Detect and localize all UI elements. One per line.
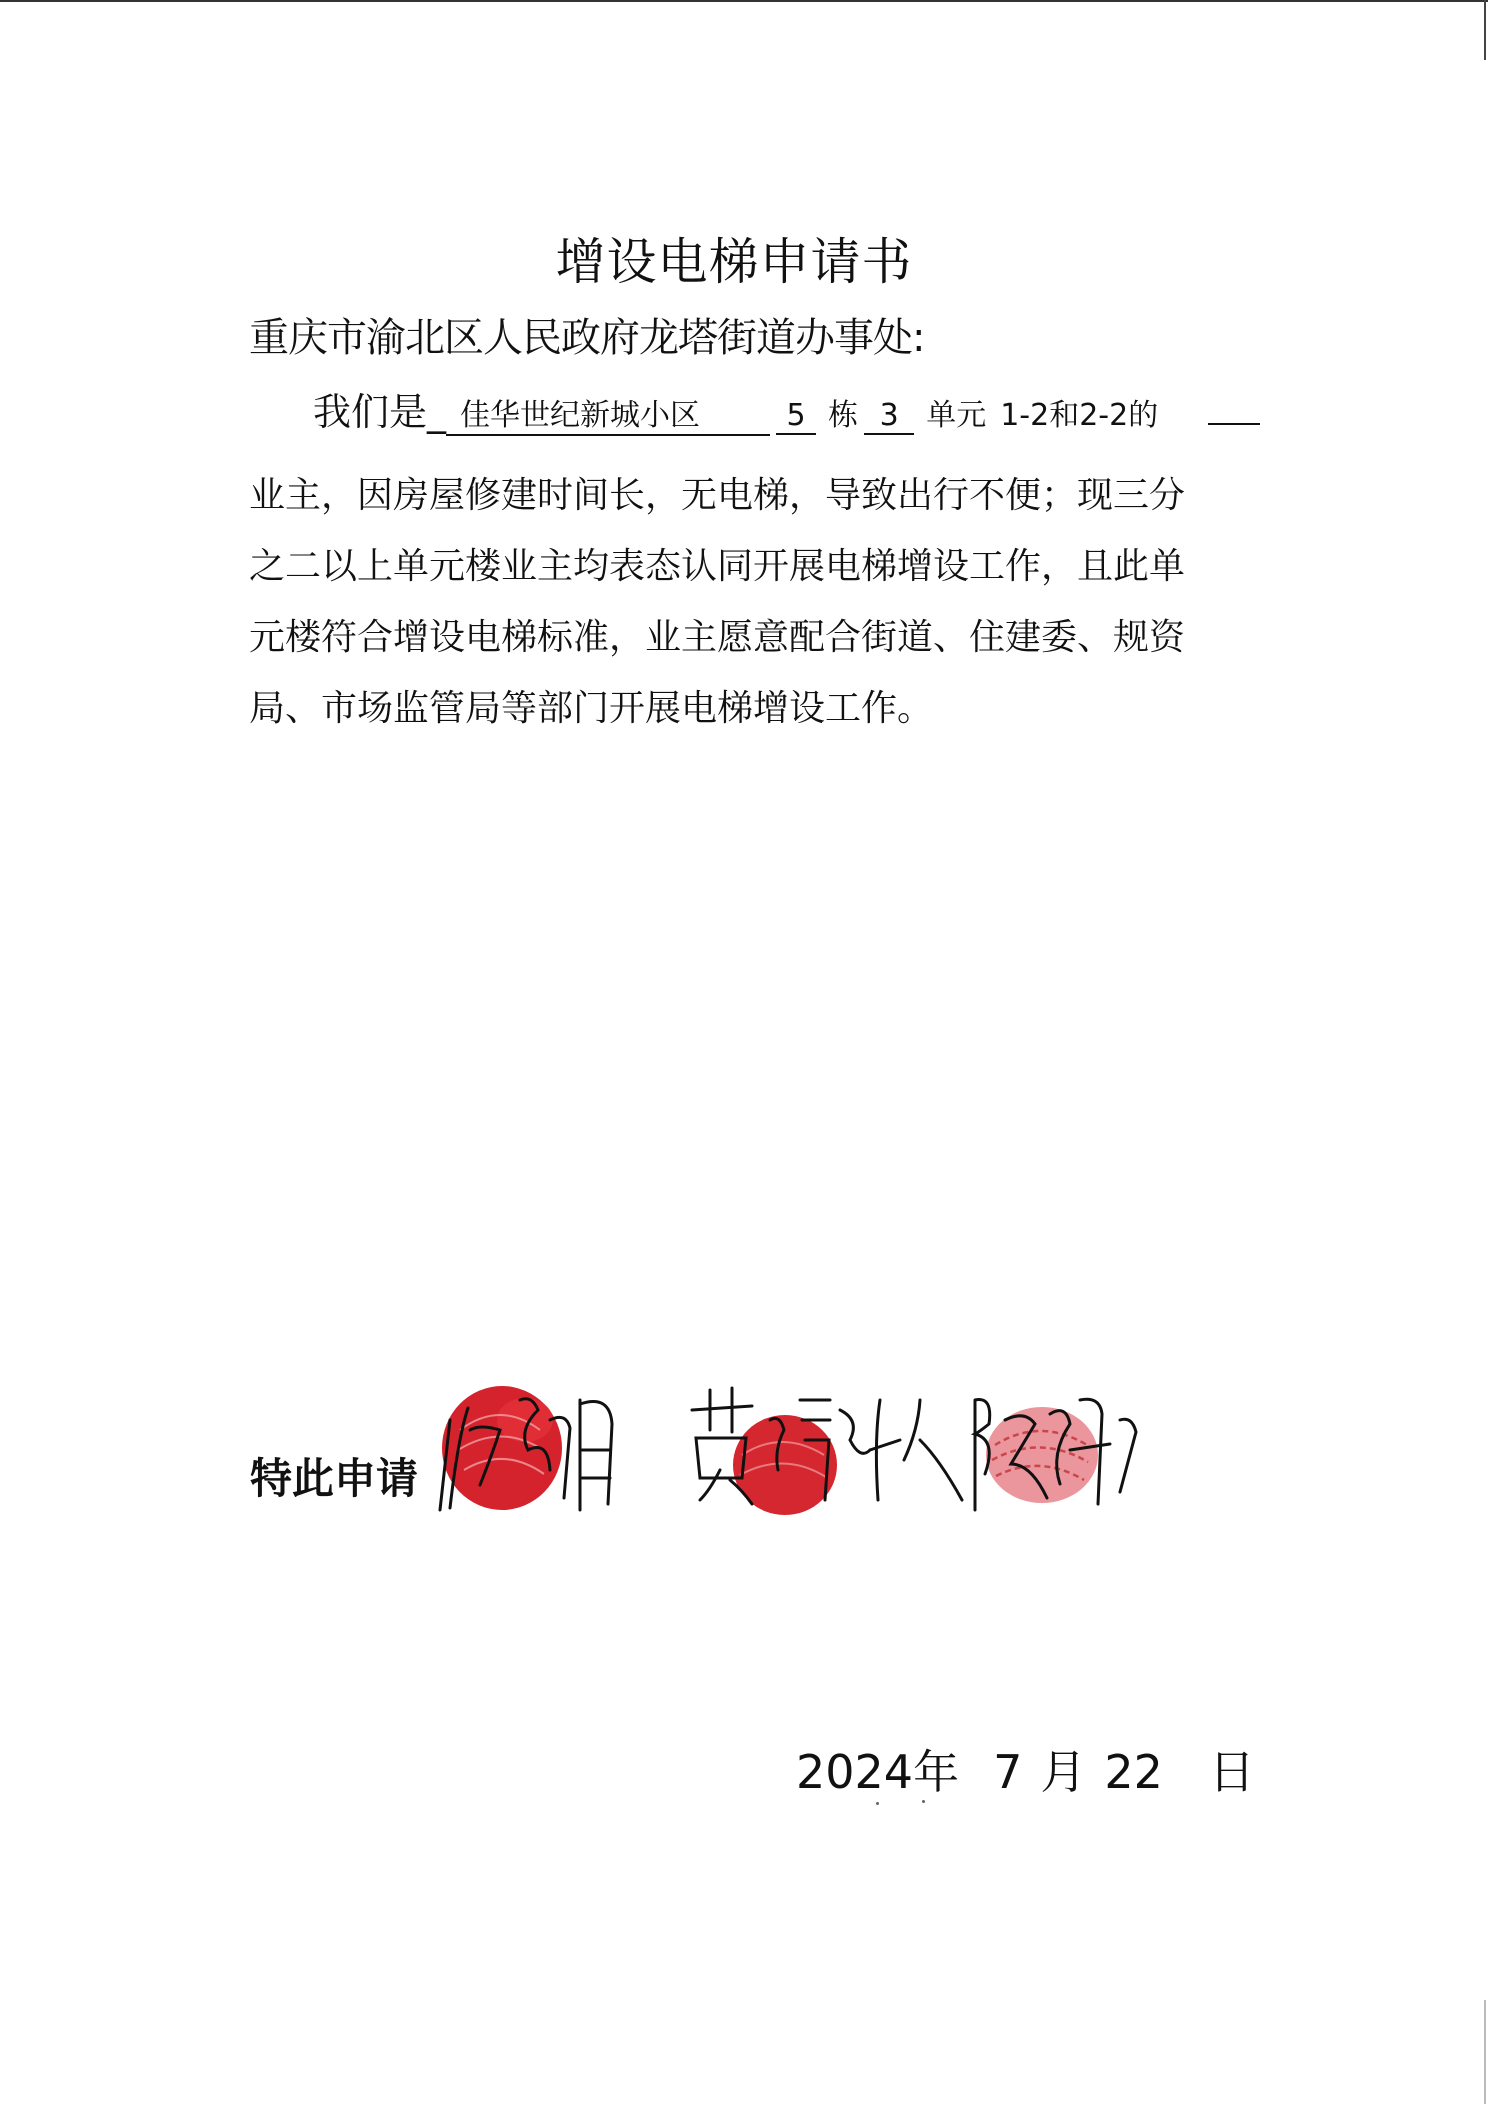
blank-underline [1208, 393, 1260, 425]
date-line [796, 1736, 1255, 1802]
document-title: 增设电梯申请书 [555, 233, 913, 291]
date-day-word: 日 [1208, 1745, 1255, 1799]
scan-border-right-lower [1484, 2000, 1486, 2104]
date-year: 2024 [796, 1745, 914, 1799]
building-word: 栋 [828, 398, 859, 433]
scan-speck [922, 1800, 925, 1803]
date-day: 22 [1104, 1745, 1163, 1799]
room-numbers: 1-2和2-2的 [1000, 398, 1159, 433]
unit-number: 3 [864, 398, 914, 435]
date-month-word: 月 [1040, 1745, 1087, 1799]
building-number: 5 [776, 398, 816, 435]
body-paragraph: 业主，因房屋修建时间长，无电梯，导致出行不便；现三分 之二以上单元楼业主均表态认同开展电梯增设工作，且此单 元楼符合增设电梯标准，业主愿意配合街道、住建委、规资 局、市场监管局等部门开展电梯增设工作。 [249, 475, 1186, 729]
addressee: 重庆市渝北区人民政府龙塔街道办事处: [249, 315, 925, 361]
scan-border-right [1484, 0, 1486, 60]
scan-speck [876, 1802, 879, 1805]
scan-border-top [0, 0, 1488, 2]
intro-line [249, 381, 1239, 441]
date-year-word: 年 [913, 1745, 960, 1799]
signatures-with-fingerprints [430, 1360, 1150, 1540]
closing-phrase: 特此申请 [250, 1454, 419, 1503]
intro-lead: 我们是_ [313, 390, 447, 434]
date-month: 7 [993, 1745, 1023, 1799]
community-name: 佳华世纪新城小区 [446, 390, 770, 436]
unit-word: 单元 [926, 398, 987, 433]
